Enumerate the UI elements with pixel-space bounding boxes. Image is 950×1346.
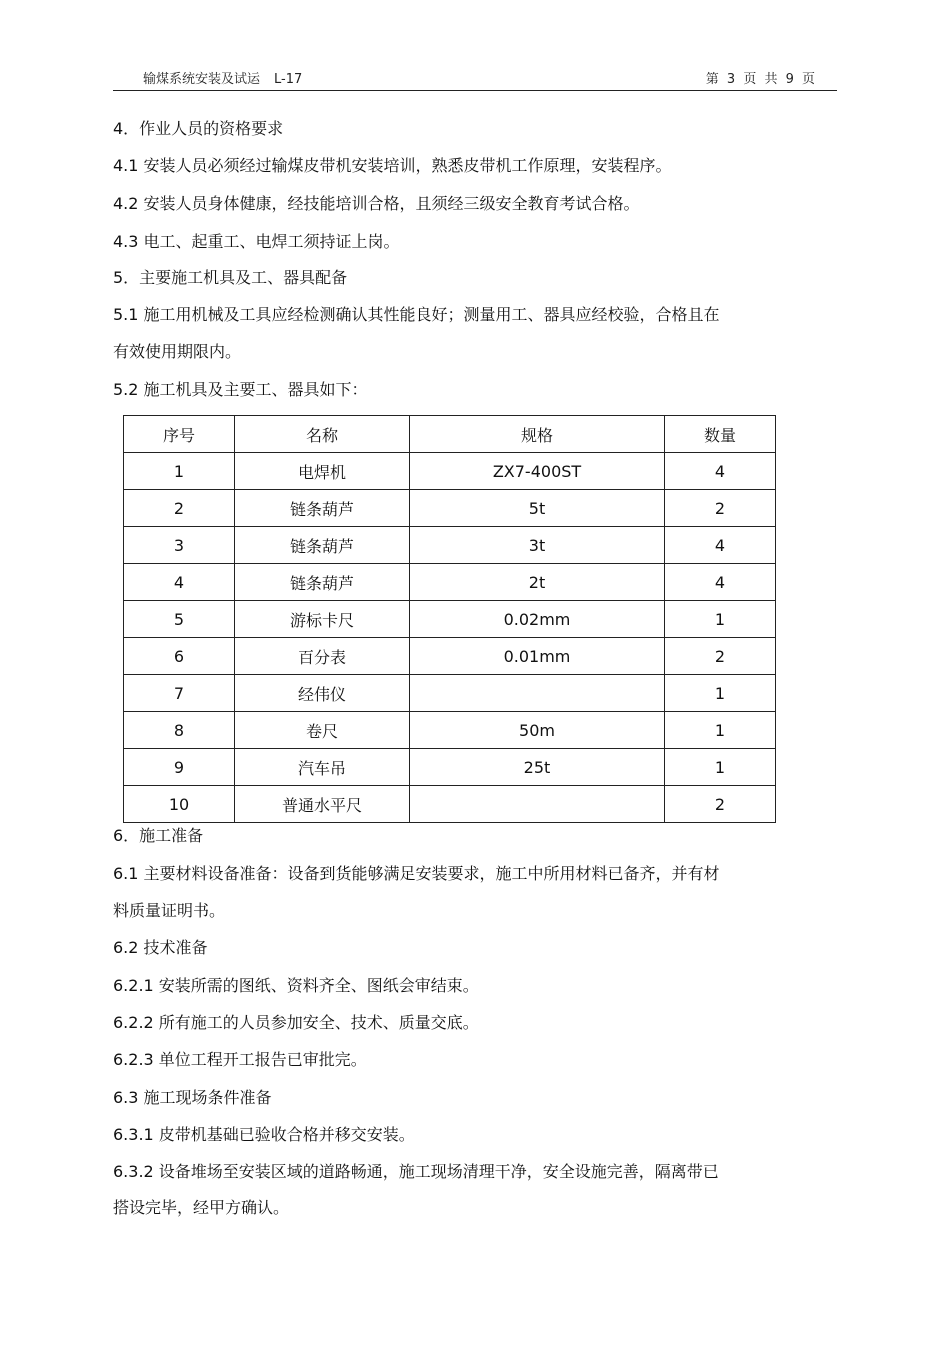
cell-quantity: 4 [665,564,776,601]
cell-name: 百分表 [235,638,410,675]
cell-name: 电焊机 [235,453,410,490]
paragraph-5-1-line2: 有效使用期限内。 [113,342,242,361]
cell-quantity: 2 [665,638,776,675]
section-4-heading: 4．作业人员的资格要求 [113,119,284,138]
cell-quantity: 1 [665,601,776,638]
paragraph-6-2: 6.2 技术准备 [113,938,208,957]
paragraph-6-3-1: 6.3.1 皮带机基础已验收合格并移交安装。 [113,1125,415,1144]
cell-quantity: 4 [665,527,776,564]
document-code: L-17 [274,72,303,87]
cell-index: 7 [124,675,235,712]
cell-name: 汽车吊 [235,749,410,786]
paragraph-5-2: 5.2 施工机具及主要工、器具如下： [113,380,368,399]
cell-index: 9 [124,749,235,786]
cell-spec: 0.01mm [410,638,665,675]
cell-spec: 2t [410,564,665,601]
cell-spec [410,675,665,712]
paragraph-6-2-3: 6.2.3 单位工程开工报告已审批完。 [113,1050,367,1069]
header-cell-quantity: 数量 [665,416,776,453]
header-cell-name: 名称 [235,416,410,453]
table-row [124,527,776,564]
section-5-heading: 5．主要施工机具及工、器具配备 [113,268,348,287]
cell-spec: ZX7-400ST [410,453,665,490]
table-row [124,453,776,490]
tools-table [123,415,776,823]
table-row [124,749,776,786]
table-header-row [124,416,776,453]
table-row [124,675,776,712]
cell-index: 8 [124,712,235,749]
page-number: 第 3 页 共 9 页 [705,72,815,87]
paragraph-4-3: 4.3 电工、起重工、电焊工须持证上岗。 [113,232,400,251]
cell-spec: 50m [410,712,665,749]
cell-name: 链条葫芦 [235,527,410,564]
cell-quantity: 4 [665,453,776,490]
cell-name: 卷尺 [235,712,410,749]
paragraph-6-3-2-line1: 6.3.2 设备堆场至安装区域的道路畅通，施工现场清理干净，安全设施完善，隔离带已 [113,1162,719,1181]
cell-index: 1 [124,453,235,490]
paragraph-6-3: 6.3 施工现场条件准备 [113,1088,272,1107]
paragraph-6-3-2-line2: 搭设完毕，经甲方确认。 [113,1198,290,1217]
cell-spec: 3t [410,527,665,564]
paragraph-4-2: 4.2 安装人员身体健康，经技能培训合格，且须经三级安全教育考试合格。 [113,194,640,213]
cell-spec [410,786,665,823]
section-6-heading: 6．施工准备 [113,826,204,845]
cell-name: 链条葫芦 [235,564,410,601]
cell-quantity: 1 [665,675,776,712]
header-cell-index: 序号 [124,416,235,453]
cell-index: 5 [124,601,235,638]
paragraph-6-1-line2: 料质量证明书。 [113,901,226,920]
paragraph-6-2-1: 6.2.1 安装所需的图纸、资料齐全、图纸会审结束。 [113,976,479,995]
cell-index: 2 [124,490,235,527]
cell-spec: 5t [410,490,665,527]
cell-name: 链条葫芦 [235,490,410,527]
page-header [113,66,837,91]
table-row [124,712,776,749]
cell-quantity: 2 [665,490,776,527]
paragraph-6-2-2: 6.2.2 所有施工的人员参加安全、技术、质量交底。 [113,1013,479,1032]
cell-spec: 0.02mm [410,601,665,638]
paragraph-5-1-line1: 5.1 施工用机械及工具应经检测确认其性能良好；测量用工、器具应经校验，合格且在 [113,305,720,324]
cell-name: 普通水平尺 [235,786,410,823]
cell-quantity: 1 [665,749,776,786]
cell-spec: 25t [410,749,665,786]
cell-quantity: 1 [665,712,776,749]
table-row [124,564,776,601]
paragraph-4-1: 4.1 安装人员必须经过输煤皮带机安装培训，熟悉皮带机工作原理，安装程序。 [113,156,672,175]
cell-quantity: 2 [665,786,776,823]
cell-name: 经伟仪 [235,675,410,712]
table-row [124,638,776,675]
header-title-group [143,68,302,87]
header-cell-spec: 规格 [410,416,665,453]
cell-index: 6 [124,638,235,675]
table-row [124,601,776,638]
document-title: 输煤系统安装及试运 [143,72,261,87]
table-row [124,490,776,527]
cell-index: 3 [124,527,235,564]
cell-index: 4 [124,564,235,601]
cell-name: 游标卡尺 [235,601,410,638]
cell-index: 10 [124,786,235,823]
table-row [124,786,776,823]
paragraph-6-1-line1: 6.1 主要材料设备准备：设备到货能够满足安装要求，施工中所用材料已备齐，并有材 [113,864,720,883]
